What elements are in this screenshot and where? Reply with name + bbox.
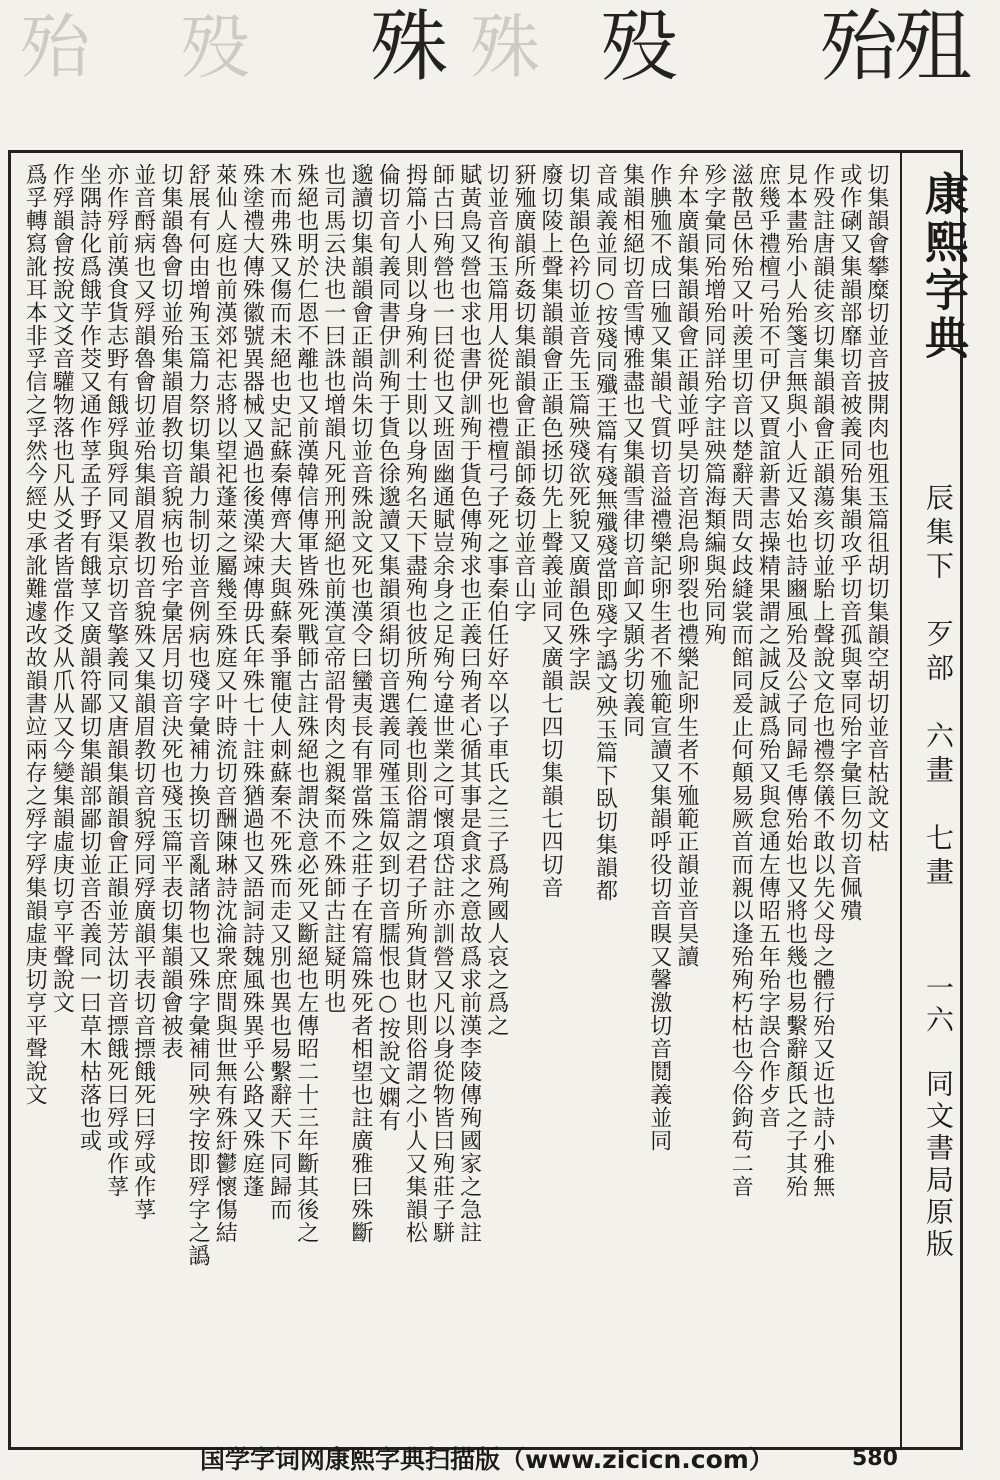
- text-column: 庶幾乎禮檀弓殆不可伊又賈誼新書志操精果謂之誠反誠爲殆又與怠通左傳昭五年殆字誤合作歺音: [755, 163, 781, 1129]
- text-column: 並音酹病也又殍韻魯會切並殆集韻眉教切音貌殊又集韻眉教切音貌殍同殍廣韻平表切音摽餓死曰殍或作莩: [130, 163, 156, 1221]
- sidebar-title: [900, 153, 968, 1447]
- section-label: 辰集下 歹部 六畫 七畫: [922, 483, 955, 891]
- text-column: 作殍韻會按說文爻音驩物落也凡从爻者皆當作爻从爪从又今變集韻虛庚切亨平聲說文: [49, 163, 75, 1014]
- edition-label: 一六 同文書局原版: [922, 973, 955, 1261]
- text-column: 殄字彙同殆增殆同詳殆字註殃篇海類編與殆同殉: [701, 163, 727, 646]
- text-column: 集韻相絕切音雪博雅盡也又集韻雪律切音卹又顥劣切義同: [619, 163, 645, 738]
- text-column: 作腆殈不成曰殈又集韻弋質切音溢禮樂記卵生者不殈範宣讀又集韻呼役切音瞁又馨激切音鬩義並同: [646, 163, 672, 1152]
- page-number: 580: [852, 1446, 898, 1471]
- text-column: 切集韻色衿切並音先玉篇殃殘欲死貌又廣韻色殊字誤: [565, 163, 591, 692]
- text-column: 舒展有何由增殉玉篇力祭切集韻力制切並音例病也殘字彙補力換切音亂諸物也又殊字彙補同殃字按即殍字之譌: [185, 163, 211, 1267]
- seal-char: 殁: [600, 2, 675, 92]
- show-through-char: 殆: [20, 6, 86, 88]
- text-column: 師古曰殉營也一曰從也又班固幽通賦豈余身之足殉兮違世業之可懷項岱註亦訓營又凡以身從物皆曰殉莊子駢: [429, 163, 455, 1244]
- text-column: 切集韻魯會切並殆集韻眉教切音貌病也殆字彙居月切音決死也殘玉篇平表切集韻韻會被表: [157, 163, 183, 1060]
- text-column: 弁本廣韻集韻韻會正韻並呼昊切音浥鳥卵裂也禮樂記卵生者不殈範正韻並音昊讀: [673, 163, 699, 968]
- show-through-char: 殊: [470, 6, 536, 88]
- dictionary-title: 康熙字典: [917, 171, 968, 363]
- text-column: 殊塗禮大傳殊徽號異器械又過也後漢梁竦傳毋氏年殊七十註殊猶過也又語詞詩魏風殊異乎公路又殊庭蓬: [239, 163, 265, 1198]
- text-column: 木而弗殊又傷而未絕也史記蘇秦傳齊大夫與蘇秦爭寵使人刺蘇秦不死殊而走又別也異也易繫辭天下同歸而: [266, 163, 292, 1221]
- page-frame: [8, 150, 968, 1450]
- text-column: 邈讀切集韻韻會正韻尚朱切並音殊說文死也漢令曰蠻夷長有罪當殊之莊子在宥篇殊死者相望也註廣雅曰殊斷: [348, 163, 374, 1244]
- text-column: 殊絕也明於仁恩不離也又前漢韓信傳軍皆殊死戰師古註殊絕也謂決意必死又斷絕也左傳昭二十三年斷其後之: [293, 163, 319, 1244]
- text-column: 滋散邑休殆又叶羨里切音以楚辭天問女歧縫裳而館同爰止何顛易厥首而親以逢殆殉朽枯也今俗鉤苟二音: [728, 163, 754, 1198]
- seal-char: 殊: [370, 2, 445, 92]
- text-column: 賦黃鳥又營也求也書伊訓殉于貨色傳殉求也正義曰殉者心循其事是貪求之意故爲求前漢李陵傳殉國家之急註: [456, 163, 482, 1244]
- text-column: 音咸義並同○按殘同殲王篇有殘無殲殘當即殘字譌文殃玉篇下臥切集韻都: [592, 163, 618, 902]
- text-column: 萊仙人庭也前漢郊祀志將以望祀蓬萊之屬幾至殊庭又叶時流切音酬陳琳詩沈淪衆庶間與世無有殊紆鬱懷傷結: [212, 163, 238, 1244]
- seal-char: 殆殂: [820, 2, 969, 92]
- text-column: 豣殈廣韻所姦切集韻韻會正韻師姦切並音山字: [510, 163, 536, 623]
- text-column: 或作䃗又集韻部靡切音被義同殆集韻攻乎切音孤與辜同殆字彙巨勿切音佩殨: [836, 163, 862, 922]
- text-columns: [21, 163, 890, 1437]
- text-column: 也司馬云決也一曰誅也增韻凡死刑刑絕也前漢宣帝詔骨肉之親粲而不殊師古註疑明也: [320, 163, 346, 1014]
- text-column: 坐隅詩化爲餓芋作茭又通作莩孟子野有餓莩又廣韻符鄙切集韻部鄙切並音否義同一曰草木枯落也或: [76, 163, 102, 1152]
- text-column: 倫切音旬義同書伊訓殉于貨色徐邈讀又集韻須絹切音選義同殣玉篇奴到切音臑恨也○按說文嫻有: [375, 163, 401, 1132]
- text-column: 切並音徇玉篇用人從死也禮檀弓子死之事秦伯任好卒以子車氏之三子爲殉國人哀之爲之: [483, 163, 509, 1037]
- seal-script-header: [0, 0, 1000, 130]
- text-column: 作殁註唐韻徒亥切集韻韻會正韻蕩亥切並駘上聲說文危也禮祭儀不敢以先父母之體行殆又近也詩小雅無: [809, 163, 835, 1198]
- text-column: 見本畫殆小人殆箋言無與小人近又始也詩豳風殆及公子同歸毛傳殆始也又將也幾也易繫辭顏氏之子其殆: [782, 163, 808, 1198]
- source-footer: 国学字词网康熙字典扫描版（www.zicicn.com）: [200, 1445, 774, 1474]
- show-through-char: 殁: [180, 6, 246, 88]
- text-column: 切集韻會攀糜切並音披開肉也殂玉篇徂胡切集韻空胡切並音枯說文枯: [864, 163, 889, 853]
- text-column: 爲孚轉寫訛耳本非孚信之孚然今經史承訛難遽改故韻書竝兩存之殍字殍集韻虛庚切亨平聲說文: [22, 163, 48, 1106]
- text-column: 亦作殍前漢食貨志野有餓殍與殍同又渠京切音擎義同又唐韻集韻韻會正韻並芳汰切音摽餓死曰殍或作莩: [103, 163, 129, 1198]
- text-column: 拇篇小人則以身殉利士則以身殉名天下盡殉也彼所殉仁義也則俗謂之君子所殉貨財也則俗謂之小人又集韻松: [402, 163, 428, 1244]
- text-column: 廢切陵上聲集韻韻會正韻色拯切先上聲義並同又廣韻七四切集韻七四切音: [538, 163, 564, 899]
